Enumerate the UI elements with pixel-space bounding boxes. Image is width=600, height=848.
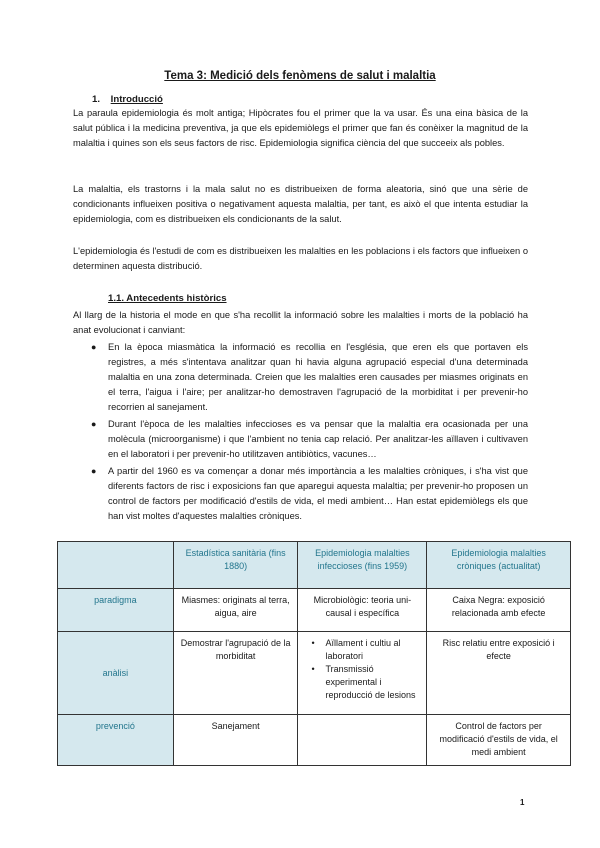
bullet-text: A partir del 1960 es va començar a donar més importància a les malalties cròniques, i s'ha vist que diferents factors de risc i exposicions fan que aparegui aquesta malaltia; per prevenir-ho proposen un control de factors per modificació d'estils de vida, el medi ambient… Han estat epidemiòlegs els que han vist moltes d'aquestes malalties cròniques.: [108, 466, 528, 521]
subsection-heading-antecedents: 1.1. Antecedents històrics: [108, 293, 227, 304]
table-cell: Control de factors per modificació d'estils de vida, el medi ambient: [427, 715, 571, 766]
table-cell: Microbiològic: teoria uni-causal i específica: [298, 589, 427, 632]
list-item: [73, 464, 528, 524]
column-header: Epidemiologia malalties infeccioses (fins 1959): [298, 542, 427, 589]
table-header-row: [58, 542, 571, 589]
table-row: [58, 589, 571, 632]
table-cell: Sanejament: [173, 715, 298, 766]
table-cell: [298, 632, 427, 715]
column-header: Estadística sanitària (fins 1880): [173, 542, 298, 589]
table-cell: Risc relatiu entre exposició i efecte: [427, 632, 571, 715]
column-header: Epidemiologia malalties cròniques (actualitat): [427, 542, 571, 589]
paragraph-1: La paraula epidemiologia és molt antiga; Hipòcrates fou el primer que la va usar. És una eina bàsica de la salut pública i la medicina preventiva, ja que els epidemiòlegs el primer que fan és conèixer la magnitud de la malaltia i quines son els seus factors de risc. Epidemiologia significa ciència del que succeeix als pobles.: [73, 108, 528, 148]
row-header: anàlisi: [58, 632, 174, 715]
paragraph-3: L'epidemiologia és l'estudi de com es distribueixen les malalties en les poblacions i els factors que influeixen o determinen aquesta distribució.: [73, 246, 528, 271]
list-item: • Aïllament i cultiu al laboratori: [315, 637, 421, 663]
row-header: prevenció: [58, 715, 174, 766]
history-intro: Al llarg de la historia el mode en que s'ha recollit la informació sobre les malalties i morts de la població ha anat evolucionat i canviant:: [73, 310, 528, 335]
list-item: [73, 340, 528, 415]
section-number: 1.: [92, 94, 101, 105]
table-row: [58, 715, 571, 766]
row-header: paradigma: [58, 589, 174, 632]
comparison-table: [57, 541, 571, 766]
table-row: [58, 632, 571, 715]
table-cell: Caixa Negra: exposició relacionada amb efecte: [427, 589, 571, 632]
page-number: 1: [520, 798, 525, 807]
table-cell: Demostrar l'agrupació de la morbiditat: [173, 632, 298, 715]
bullet-icon: ●: [91, 466, 97, 476]
list-item: • Transmissió experimental i reproducció de lesions: [315, 663, 421, 702]
table-cell: [298, 715, 427, 766]
bullet-text: En la època miasmàtica la informació es recollia en l'església, que eren els que portaven els registres, a més s'intentava analitzar quan hi havia alguna agrupació especial d'una determinada malaltia en una zona determinada. Creien que les malalties eren causades per miasmes originats en el terra, l'aigua i l'aire; per analitzar-ho demostraven l'agrupació de la morbiditat i per prevenir-ho recorrien al sanejament.: [108, 342, 528, 412]
history-bullet-list: [73, 340, 528, 526]
cell-bullet-list: [303, 637, 421, 702]
table-corner-cell: [58, 542, 174, 589]
section-label: Introducció: [110, 94, 163, 105]
paragraph-2: La malaltia, els trastorns i la mala salut no es distribueixen de forma aleatoria, sinó que una sèrie de condicionants influeixen positiva o negativament aquesta malaltia, per tant, es això el que intenta estudiar la epidemiologia, com es distribueixen els condicionants de la salut.: [73, 184, 528, 224]
bullet-text: Durant l'època de les malalties infeccioses es va pensar que la malaltia era ocasionada per una molècula (microorganisme) i que l'ambient no tenia cap relació. Per analitzar-les aïllaven i cultivaven en el laboratori i per prevenir-ho utilitzaven antibiòtics, vacunes…: [108, 419, 528, 459]
bullet-icon: ●: [91, 419, 97, 429]
table-cell: Miasmes: originats al terra, aigua, aire: [173, 589, 298, 632]
document-title: Tema 3: Medició dels fenòmens de salut i malaltia: [164, 70, 436, 82]
list-item: [73, 417, 528, 462]
bullet-icon: ●: [91, 342, 97, 352]
section-heading-introduccio: [92, 94, 163, 105]
